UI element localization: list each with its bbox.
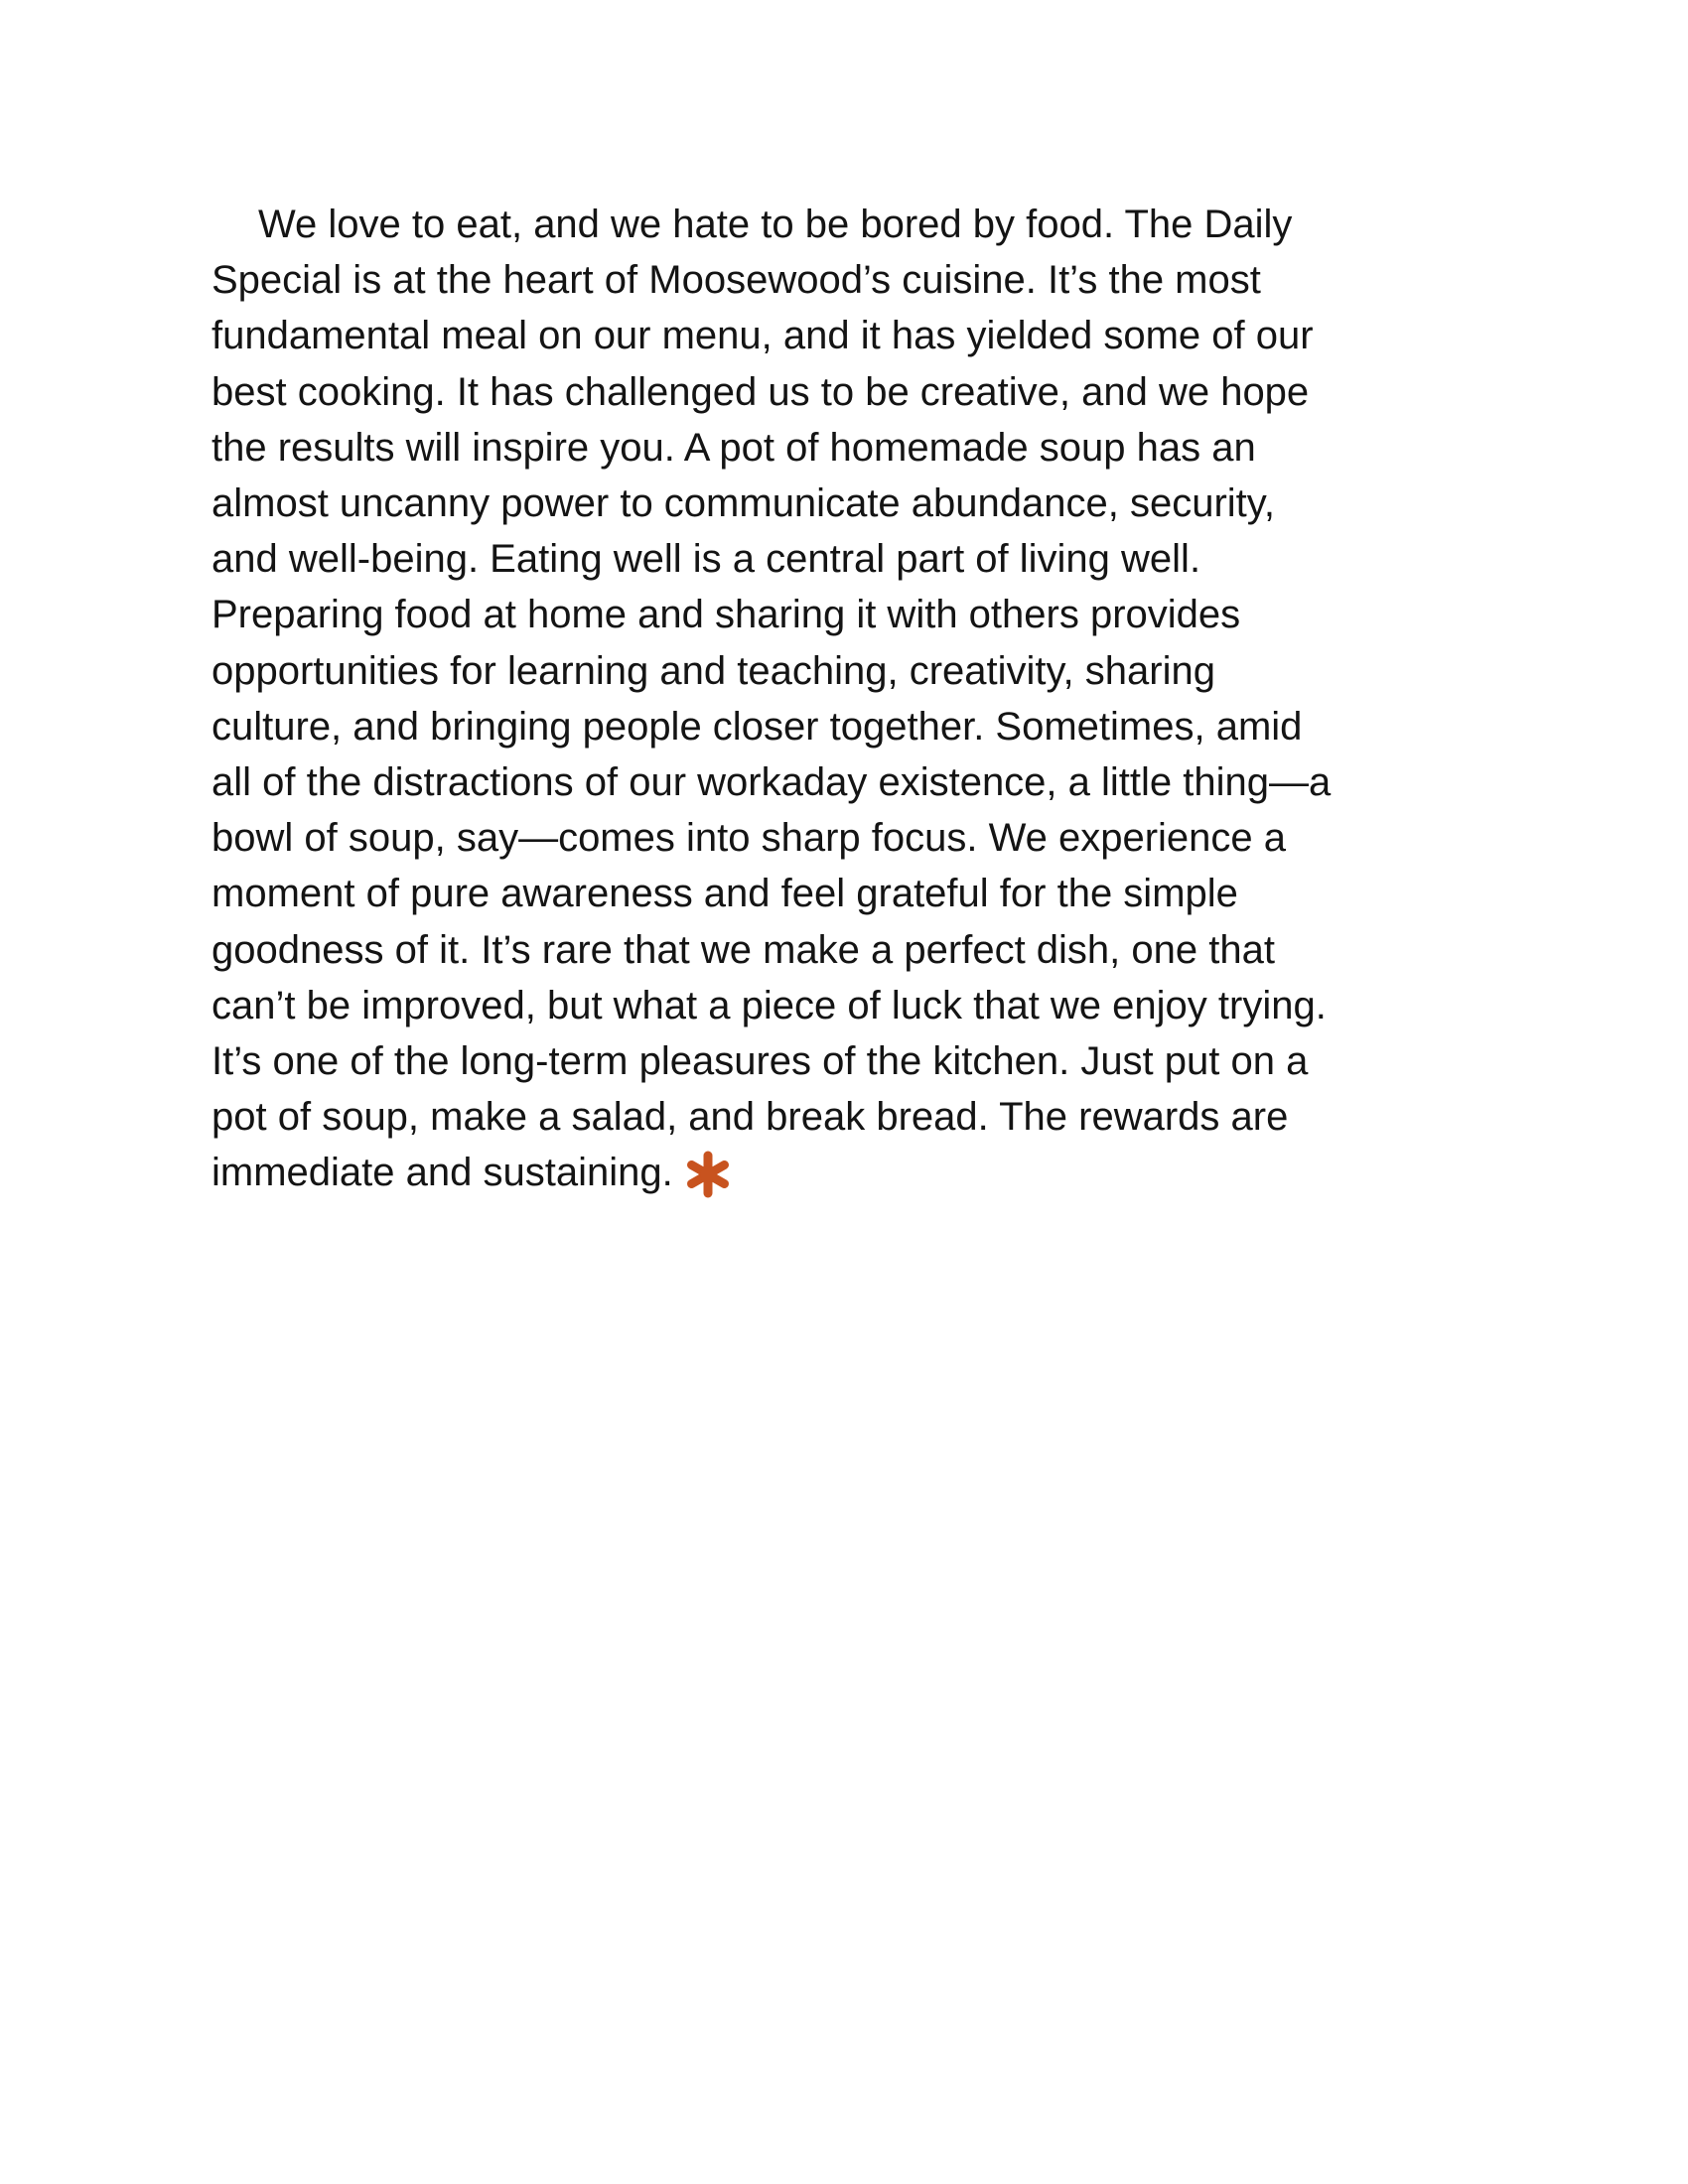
paragraph-line: Special is at the heart of Moosewood’s cuisine. It’s the most bbox=[211, 258, 1261, 303]
paragraph-line: the results will inspire you. A pot of homemade soup has an bbox=[211, 425, 1256, 470]
body-paragraph bbox=[211, 197, 1465, 1201]
asterisk-ornament-icon bbox=[683, 1150, 733, 1199]
paragraph-line: goodness of it. It’s rare that we make a perfect dish, one that bbox=[211, 927, 1275, 972]
paragraph-line: opportunities for learning and teaching, creativity, sharing bbox=[211, 648, 1215, 693]
paragraph-line: and well-being. Eating well is a central part of living well. bbox=[211, 537, 1201, 582]
paragraph-line: moment of pure awareness and feel grateful for the simple bbox=[211, 872, 1238, 916]
paragraph-line: can’t be improved, but what a piece of luck that we enjoy trying. bbox=[211, 983, 1327, 1027]
paragraph-line: bowl of soup, say—comes into sharp focus. We experience a bbox=[211, 816, 1287, 861]
paragraph-line: almost uncanny power to communicate abundance, security, bbox=[211, 481, 1275, 526]
paragraph-line: Preparing food at home and sharing it with others provides bbox=[211, 593, 1241, 637]
paragraph-line: all of the distractions of our workaday existence, a little thing—a bbox=[211, 760, 1332, 805]
paragraph-line: pot of soup, make a salad, and break bread. The rewards are bbox=[211, 1095, 1289, 1140]
paragraph-line: We love to eat, and we hate to be bored by food. The Daily bbox=[258, 203, 1293, 246]
paragraph-last-line-text: immediate and sustaining. bbox=[211, 1151, 673, 1195]
paragraph-line: best cooking. It has challenged us to be creative, and we hope bbox=[211, 369, 1310, 414]
paragraph-line: culture, and bringing people closer together. Sometimes, amid bbox=[211, 704, 1303, 749]
paragraph-last-line bbox=[211, 1145, 1465, 1200]
paragraph-line: It’s one of the long-term pleasures of the kitchen. Just put on a bbox=[211, 1039, 1309, 1084]
paragraph-line: fundamental meal on our menu, and it has yielded some of our bbox=[211, 314, 1314, 358]
